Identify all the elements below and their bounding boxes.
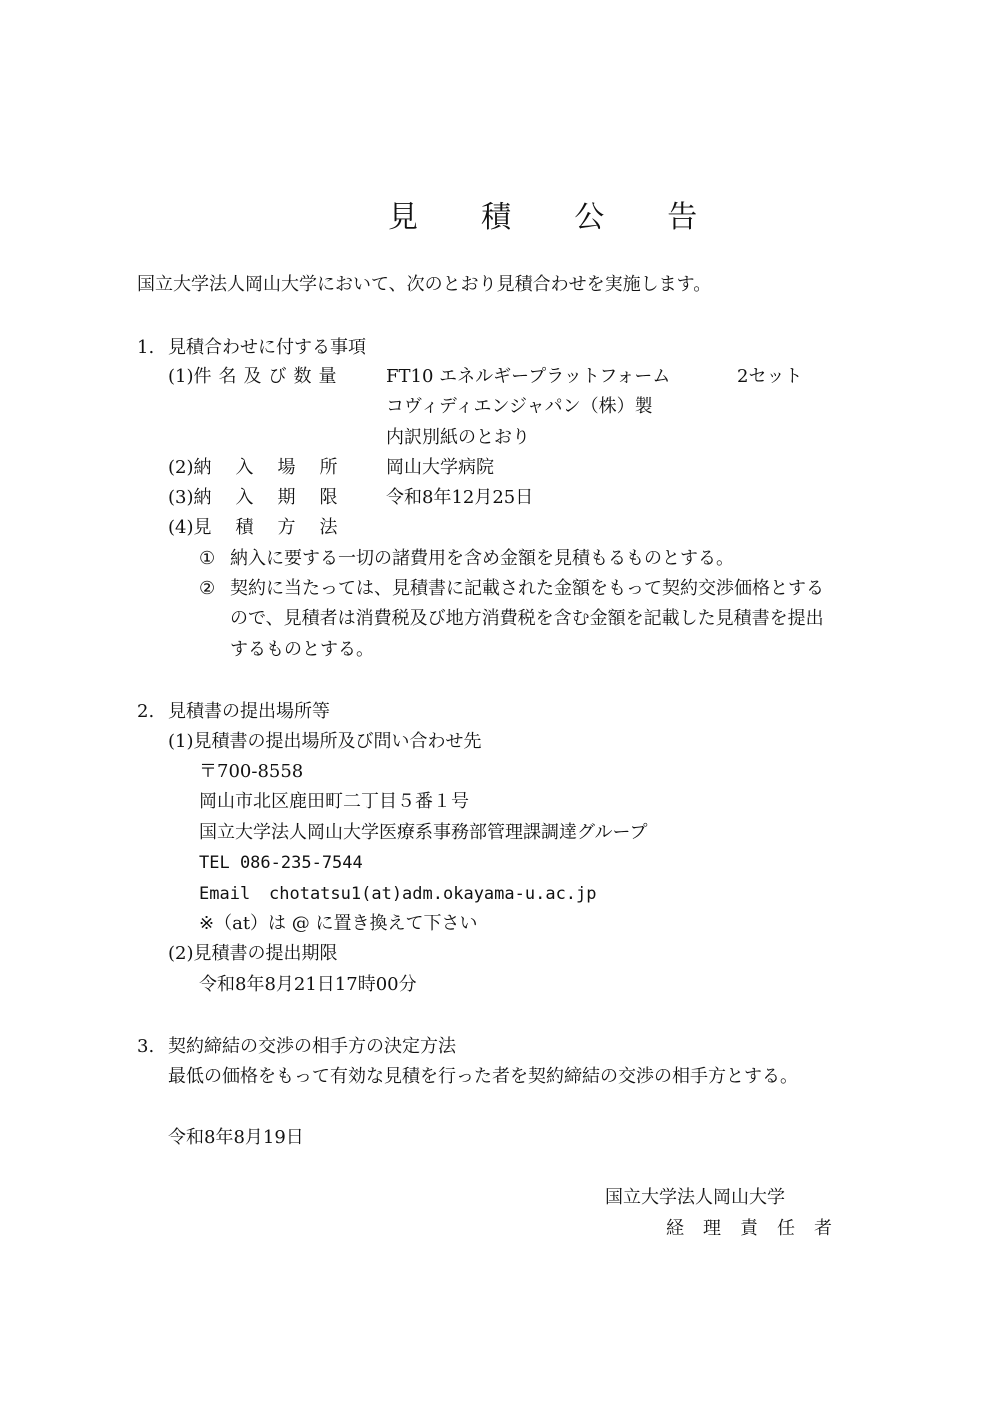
note2-mark: ② <box>199 578 216 599</box>
title-char: 積 <box>481 200 512 235</box>
item4-label: (4)見 積 方 法 <box>168 517 338 538</box>
issuer-title: 経 理 責 任 者 <box>666 1218 832 1239</box>
title-char: 公 <box>574 200 605 235</box>
intro-text: 国立大学法人岡山大学において、次のとおり見積合わせを実施します。 <box>137 274 712 295</box>
item1-quantity: 2セット <box>737 366 803 387</box>
note2-line2: ので、見積者は消費税及び地方消費税を含む金額を記載した見積書を提出 <box>230 608 824 629</box>
issue-date: 令和8年8月19日 <box>168 1127 304 1148</box>
email-address: chotatsu1(at)adm.okayama-u.ac.jp <box>269 884 597 904</box>
section2-heading: 見積書の提出場所等 <box>168 701 330 722</box>
item2-label: (2)納 入 場 所 <box>168 457 338 478</box>
item1-product-name: FT10 エネルギープラットフォーム <box>386 366 671 387</box>
note2-line3: するものとする。 <box>230 639 374 660</box>
submission-place-label: (1)見積書の提出場所及び問い合わせ先 <box>168 731 482 752</box>
email-note: ※（at）は @ に置き換えて下さい <box>199 913 478 934</box>
note2-line1: 契約に当たっては、見積書に記載された金額をもって契約交渉価格とする <box>230 578 824 599</box>
postal-code: 〒700-8558 <box>199 761 304 782</box>
title-char: 告 <box>667 200 698 235</box>
item3-label: (3)納 入 期 限 <box>168 487 338 508</box>
note1-mark: ① <box>199 548 216 569</box>
section3-heading: 契約締結の交渉の相手方の決定方法 <box>168 1036 456 1057</box>
item2-value: 岡山大学病院 <box>386 457 494 478</box>
office-name: 国立大学法人岡山大学医療系事務部管理課調達グループ <box>199 822 648 843</box>
section1-number: 1. <box>137 337 155 358</box>
address: 岡山市北区鹿田町二丁目５番１号 <box>199 791 469 812</box>
section3-number: 3. <box>137 1036 155 1057</box>
note1-text: 納入に要する一切の諸費用を含め金額を見積もるものとする。 <box>230 548 734 569</box>
document-title <box>388 200 697 236</box>
item1-label: (1)件 名 及 び 数 量 <box>168 366 337 387</box>
section2-number: 2. <box>137 701 155 722</box>
email-label: Email <box>199 884 251 904</box>
item3-value: 令和8年12月25日 <box>386 487 534 508</box>
item1-breakdown: 内訳別紙のとおり <box>386 427 530 448</box>
submission-deadline: 令和8年8月21日17時00分 <box>199 974 417 995</box>
item1-manufacturer: コヴィディエンジャパン（株）製 <box>386 396 653 417</box>
title-char: 見 <box>388 200 418 235</box>
submission-deadline-label: (2)見積書の提出期限 <box>168 943 338 964</box>
telephone: TEL 086-235-7544 <box>199 853 363 873</box>
section3-body: 最低の価格をもって有効な見積を行った者を契約締結の交渉の相手方とする。 <box>168 1066 798 1087</box>
section1-heading: 見積合わせに付する事項 <box>168 337 366 358</box>
issuer-organization: 国立大学法人岡山大学 <box>605 1187 785 1208</box>
